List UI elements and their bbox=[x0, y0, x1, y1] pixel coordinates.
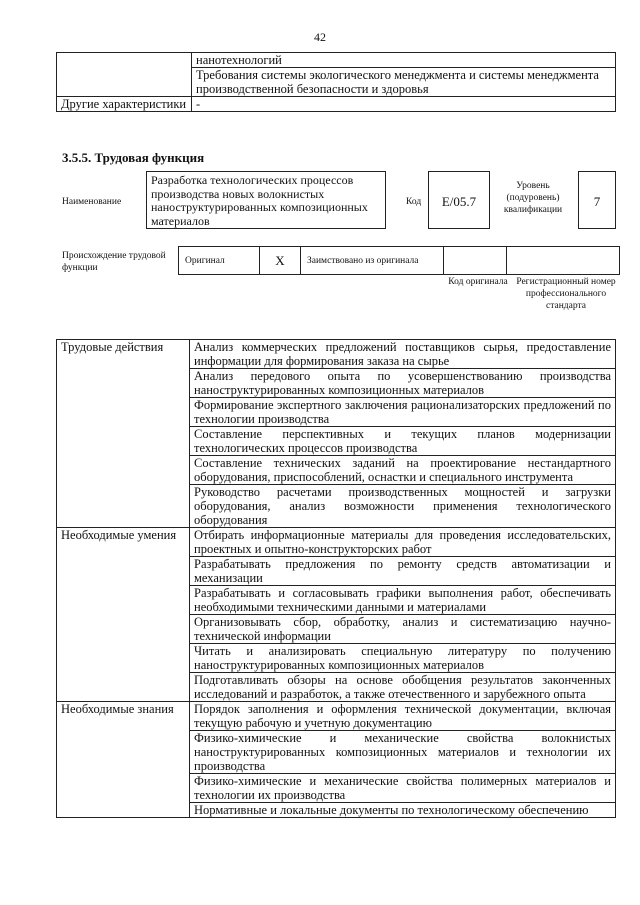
code-original-caption: Код оригинала bbox=[448, 277, 508, 287]
top-characteristics-table bbox=[56, 52, 616, 112]
row-label: Другие характеристики bbox=[57, 97, 192, 112]
table-cell: Нормативные и локальные документы по технологическому обеспечению bbox=[190, 803, 616, 818]
table-cell: Формирование экспертного заключения рационализаторских предложений по технологии производства bbox=[190, 398, 616, 427]
table-cell: Анализ передового опыта по усовершенствованию производства наноструктурированных композиционных материалов bbox=[190, 369, 616, 398]
table-cell: Организовывать сбор, обработку, анализ и систематизацию научно-технической информации bbox=[190, 615, 616, 644]
table-cell: Анализ коммерческих предложений поставщиков сырья, предоставление информации для формирования заказа на сырье bbox=[190, 340, 616, 369]
table-row bbox=[57, 702, 616, 731]
table-row bbox=[57, 97, 616, 112]
table-cell: Составление технических заданий на проектирование нестандартного оборудования, приспособлений, оснастки и специального инструмента bbox=[190, 456, 616, 485]
table-row bbox=[57, 528, 616, 557]
table-cell: Читать и анализировать специальную литературу по получению наноструктурированных композиционных материалов bbox=[190, 644, 616, 673]
level-value-box: 7 bbox=[578, 171, 616, 229]
level-label: Уровень (подуровень) квалификации bbox=[503, 181, 563, 215]
table-cell: Требования системы экологического менеджмента и системы менеджмента производственной безопасности и здоровья bbox=[192, 68, 616, 97]
code-label: Код bbox=[406, 197, 422, 207]
group-label: Трудовые действия bbox=[57, 340, 190, 528]
function-details-table bbox=[56, 339, 616, 818]
section-heading: 3.5.5. Трудовая функция bbox=[62, 150, 205, 165]
function-name-box: Разработка технологических процессов производства новых волокнистых наноструктурированных композиционных материалов bbox=[146, 171, 386, 229]
table-cell: Составление перспективных и текущих планов модернизации технологических процессов производства bbox=[190, 427, 616, 456]
reg-number-cell bbox=[507, 247, 620, 275]
table-cell: Порядок заполнения и оформления технической документации, включая текущую рабочую и учетную документацию bbox=[190, 702, 616, 731]
table-cell: Разрабатывать предложения по ремонту средств автоматизации и механизации bbox=[190, 557, 616, 586]
table-cell: Физико-химические и механические свойства полимерных материалов и технологии их производства bbox=[190, 774, 616, 803]
name-label: Наименование bbox=[62, 197, 122, 207]
table-cell: Отбирать информационные материалы для проведения исследовательских, проектных и опытно-конструкторских работ bbox=[190, 528, 616, 557]
code-original-cell bbox=[444, 247, 507, 275]
borrowed-label: Заимствовано из оригинала bbox=[301, 247, 444, 275]
table-cell: Подготавливать обзоры на основе обобщения результатов законченных исследований и разработок, а также отечественного и зарубежного опыта bbox=[190, 673, 616, 702]
table-row bbox=[179, 247, 620, 275]
table-cell: Физико-химические и механические свойства волокнистых наноструктурированных композиционных материалов и технологии их производства bbox=[190, 731, 616, 774]
group-label: Необходимые умения bbox=[57, 528, 190, 702]
table-cell: Руководство расчетами производственных мощностей и загрузки оборудования, анализ возможности применения технологического оборудования bbox=[190, 485, 616, 528]
table-cell: Разрабатывать и согласовывать графики выполнения работ, обеспечивать необходимыми техническими данными и материалами bbox=[190, 586, 616, 615]
reg-number-caption: Регистрационный номер профессионального стандарта bbox=[516, 277, 616, 311]
code-value-box: E/05.7 bbox=[428, 171, 490, 229]
origin-table bbox=[178, 246, 620, 275]
original-label: Оригинал bbox=[179, 247, 260, 275]
page-number: 42 bbox=[314, 30, 326, 44]
original-mark: X bbox=[260, 247, 301, 275]
table-cell: нанотехнологий bbox=[192, 53, 616, 68]
group-label: Необходимые знания bbox=[57, 702, 190, 818]
table-row bbox=[57, 340, 616, 369]
origin-label: Происхождение трудовой функции bbox=[62, 251, 166, 273]
table-row bbox=[57, 53, 616, 68]
row-label bbox=[57, 53, 192, 97]
table-cell: - bbox=[192, 97, 616, 112]
